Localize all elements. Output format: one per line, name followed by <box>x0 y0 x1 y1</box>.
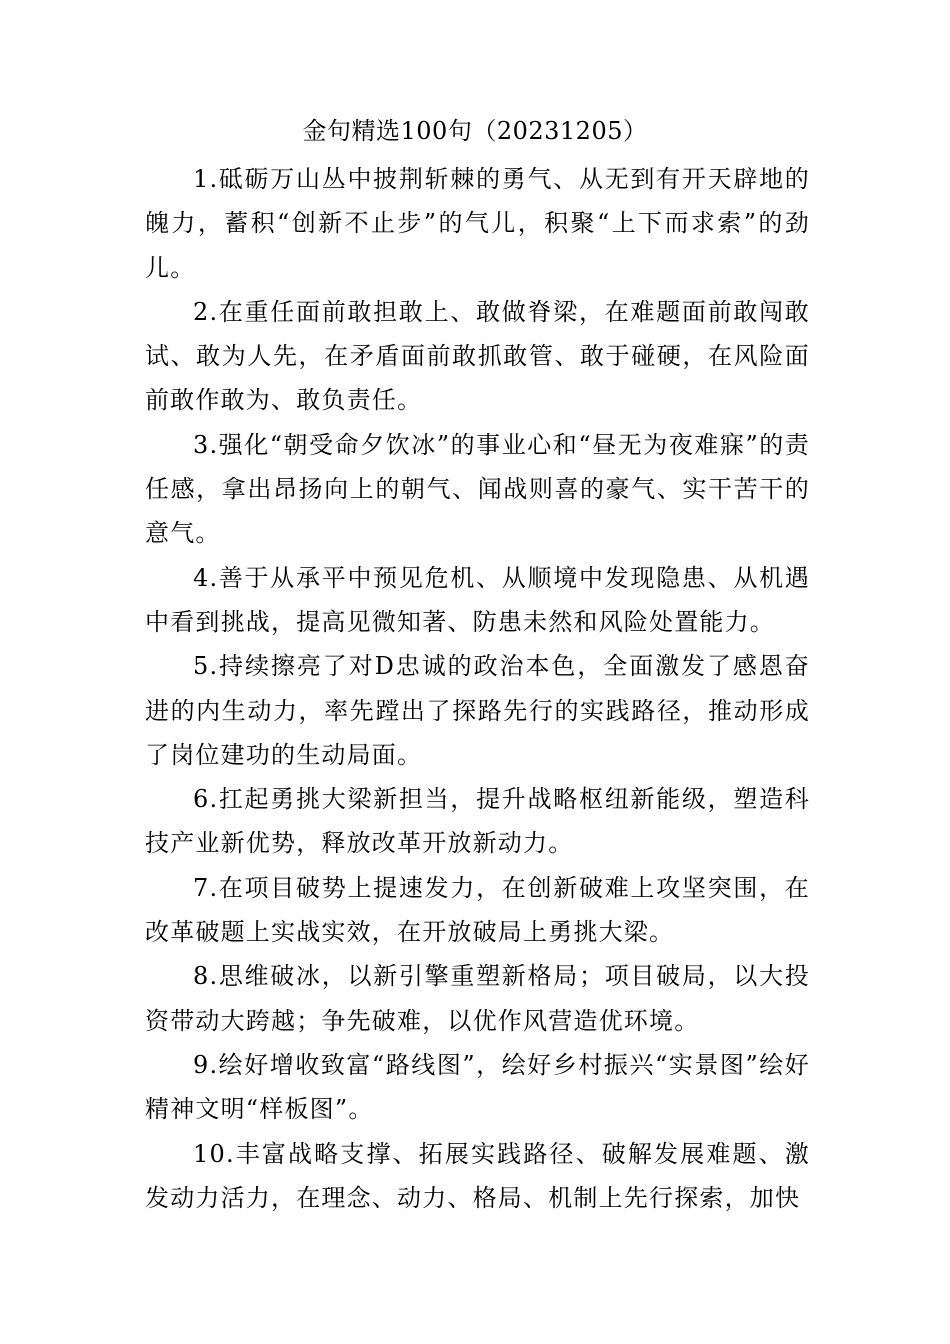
document-title: 金句精选100句（20231205） <box>302 117 648 145</box>
paragraph-9: 9.绘好增收致富“路线图”，绘好乡村振兴“实景图”绘好精神文明“样板图”。 <box>145 1050 810 1124</box>
paragraph-7: 7.在项目破势上提速发力，在创新破难上攻坚突围，在改革破题上实战实效，在开放破局上勇挑大梁。 <box>145 873 810 947</box>
paragraph-8: 8.思维破冰，以新引擎重塑新格局；项目破局，以大投资带动大跨越；争先破难，以优作风营造优环境。 <box>145 962 810 1035</box>
paragraph-2: 2.在重任面前敢担敢上、敢做脊梁，在难题面前敢闯敢试、敢为人先，在矛盾面前敢抓敢管、敢于碰硬，在风险面前敢作敢为、敢负责任。 <box>145 297 810 415</box>
paragraph-6: 6.扛起勇挑大梁新担当，提升战略枢纽新能级，塑造科技产业新优势，释放改革开放新动力。 <box>145 785 810 858</box>
paragraph-5: 5.持续擦亮了对D忠诚的政治本色，全面激发了感恩奋进的内生动力，率先蹚出了探路先行的实践路径，推动形成了岗位建功的生动局面。 <box>145 652 810 769</box>
paragraph-1: 1.砥砺万山丛中披荆斩棘的勇气、从无到有开天辟地的魄力，蓄积“创新不止步”的气儿，积聚“上下而求索”的劲儿。 <box>145 165 810 282</box>
document-body <box>145 157 810 1220</box>
paragraph-10: 10.丰富战略支撑、拓展实践路径、破解发展难题、激发动力活力，在理念、动力、格局、机制上先行探索，加快 <box>145 1139 810 1212</box>
paragraph-3: 3.强化“朝受命夕饮冰”的事业心和“昼无为夜难寐”的责任感，拿出昂扬向上的朝气、闻战则喜的豪气、实干苦干的意气。 <box>145 430 810 548</box>
paragraph-4: 4.善于从承平中预见危机、从顺境中发现隐患、从机遇中看到挑战，提高见微知著、防患未然和风险处置能力。 <box>145 563 810 636</box>
